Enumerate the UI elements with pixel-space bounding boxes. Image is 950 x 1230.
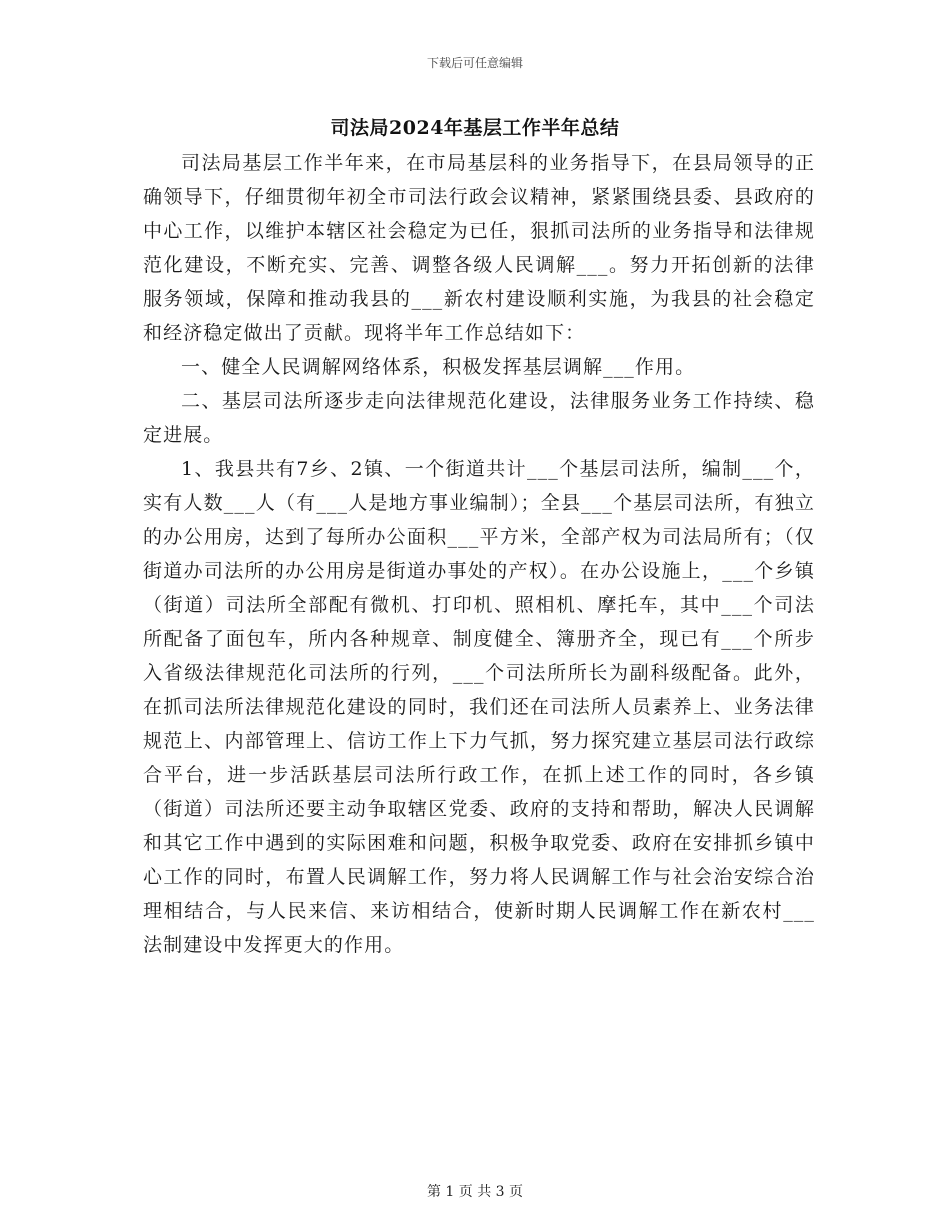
page-number-footer: 第 1 页 共 3 页 — [426, 1184, 524, 1200]
section-two-item-one-paragraph: 1、我县共有7乡、2镇、一个街道共计___个基层司法所，编制___个，实有人数___人（有___人是地方事业编制）；全县___个基层司法所，有独立的办公用房，达到了每所办公面积___平方米，全部产权为司法局所有；（仅街道办司法所的办公用房是街道办事处的产权）。在办公设施上，___个乡镇（街道）司法所全部配有微机、打印机、照相机、摩托车，其中___个司法所配备了面包车，所内各种规章、制度健全、簿册齐全，现已有___个所步入省级法律规范化司法所的行列，___个司法所所长为副科级配备。此外，在抓司法所法律规范化建设的同时，我们还在司法所人员素养上、业务法律规范上、内部管理上、信访工作上下力气抓，努力探究建立基层司法行政综合平台，进一步活跃基层司法所行政工作，在抓上述工作的同时，各乡镇（街道）司法所还要主动争取辖区党委、政府的支持和帮助，解决人民调解和其它工作中遇到的实际困难和问题，积极争取党委、政府在安排抓乡镇中心工作的同时，布置人民调解工作，努力将人民调解工作与社会治安综合治理相结合，与人民来信、来访相结合，使新时期人民调解工作在新农村___法制建设中发挥更大的作用。 — [143, 458, 815, 956]
document-body — [143, 146, 815, 962]
section-two-heading: 二、基层司法所逐步走向法律规范化建设，法律服务业务工作持续、稳定进展。 — [143, 390, 815, 446]
document-title: 司法局2024年基层工作半年总结 — [330, 117, 620, 139]
intro-paragraph: 司法局基层工作半年来，在市局基层科的业务指导下，在县局领导的正确领导下，仔细贯彻年初全市司法行政会议精神，紧紧围绕县委、县政府的中心工作，以维护本辖区社会稳定为已任，狠抓司法所的业务指导和法律规范化建设，不断充实、完善、调整各级人民调解___。努力开拓创新的法律服务领域，保障和推动我县的___新农村建设顺利实施，为我县的社会稳定和经济稳定做出了贡献。现将半年工作总结如下： — [143, 152, 815, 344]
header-note: 下载后可任意编辑 — [426, 56, 523, 70]
section-one-heading: 一、健全人民调解网络体系，积极发挥基层调解___作用。 — [181, 356, 696, 378]
